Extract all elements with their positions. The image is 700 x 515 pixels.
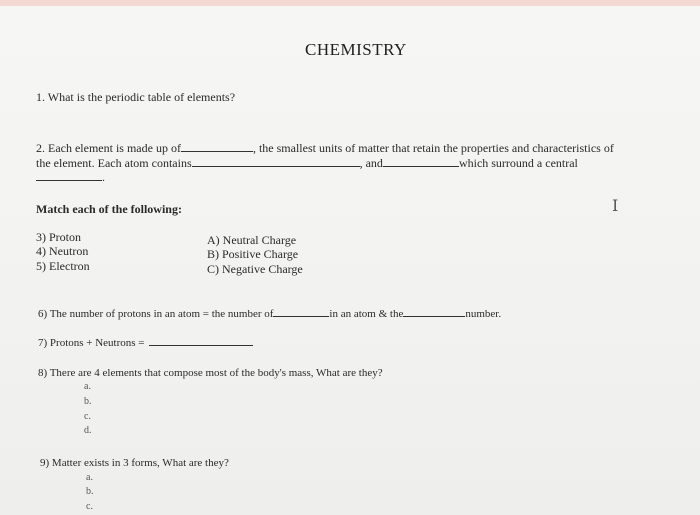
match-left-electron: 5) Electron: [36, 259, 90, 273]
question-8-option-c: c.: [84, 411, 91, 422]
answer-blank: [192, 156, 282, 167]
question-2-line-3-end: .: [102, 170, 105, 184]
question-6: [38, 306, 501, 320]
worksheet-page: [0, 6, 700, 515]
question-2-line-2b: , and: [359, 156, 383, 170]
question-2-line-2: [36, 156, 578, 171]
page-title: CHEMISTRY: [305, 40, 407, 59]
match-right-positive: B) Positive Charge: [207, 247, 299, 261]
question-9-option-b: b.: [86, 486, 94, 497]
question-2-line-2c: which surround a central: [458, 156, 578, 170]
question-2-line-3: [36, 170, 105, 185]
answer-blank: [36, 170, 102, 181]
text-cursor-icon: I: [612, 196, 619, 215]
match-right-neutral: A) Neutral Charge: [207, 233, 297, 247]
question-8-option-b: b.: [84, 396, 92, 407]
question-9-option-a: a.: [86, 472, 93, 483]
match-left-proton: 3) Proton: [36, 230, 81, 244]
question-6-part-1: 6) The number of protons in an atom = the number of: [38, 308, 274, 320]
question-8-option-d: d.: [84, 425, 92, 436]
answer-blank: [282, 156, 360, 167]
question-6-part-2: in an atom & the: [329, 308, 404, 320]
question-6-part-3: number.: [465, 308, 502, 320]
match-right-negative: C) Negative Charge: [207, 262, 303, 276]
answer-blank: [149, 335, 253, 346]
question-9-option-c: c.: [86, 501, 93, 512]
match-heading: Match each of the following:: [36, 202, 182, 216]
question-8-option-a: a.: [84, 381, 91, 392]
answer-blank: [181, 141, 253, 152]
question-2-line-2a: the element. Each atom contains: [36, 156, 192, 170]
question-2-part-2: , the smallest units of matter that retain the properties and characteristics of: [252, 141, 614, 155]
question-7-text: 7) Protons + Neutrons =: [38, 337, 145, 349]
question-2-part-1: 2. Each element is made up of: [36, 141, 181, 155]
question-7: [38, 335, 253, 349]
question-1: 1. What is the periodic table of elements?: [36, 90, 236, 104]
question-9: 9) Matter exists in 3 forms, What are they?: [40, 457, 229, 469]
match-left-neutron: 4) Neutron: [36, 244, 89, 258]
question-2-line-1: [36, 141, 614, 156]
answer-blank: [403, 306, 465, 317]
answer-blank: [383, 156, 459, 167]
question-8: 8) There are 4 elements that compose most of the body's mass, What are they?: [38, 367, 383, 379]
answer-blank: [273, 306, 329, 317]
